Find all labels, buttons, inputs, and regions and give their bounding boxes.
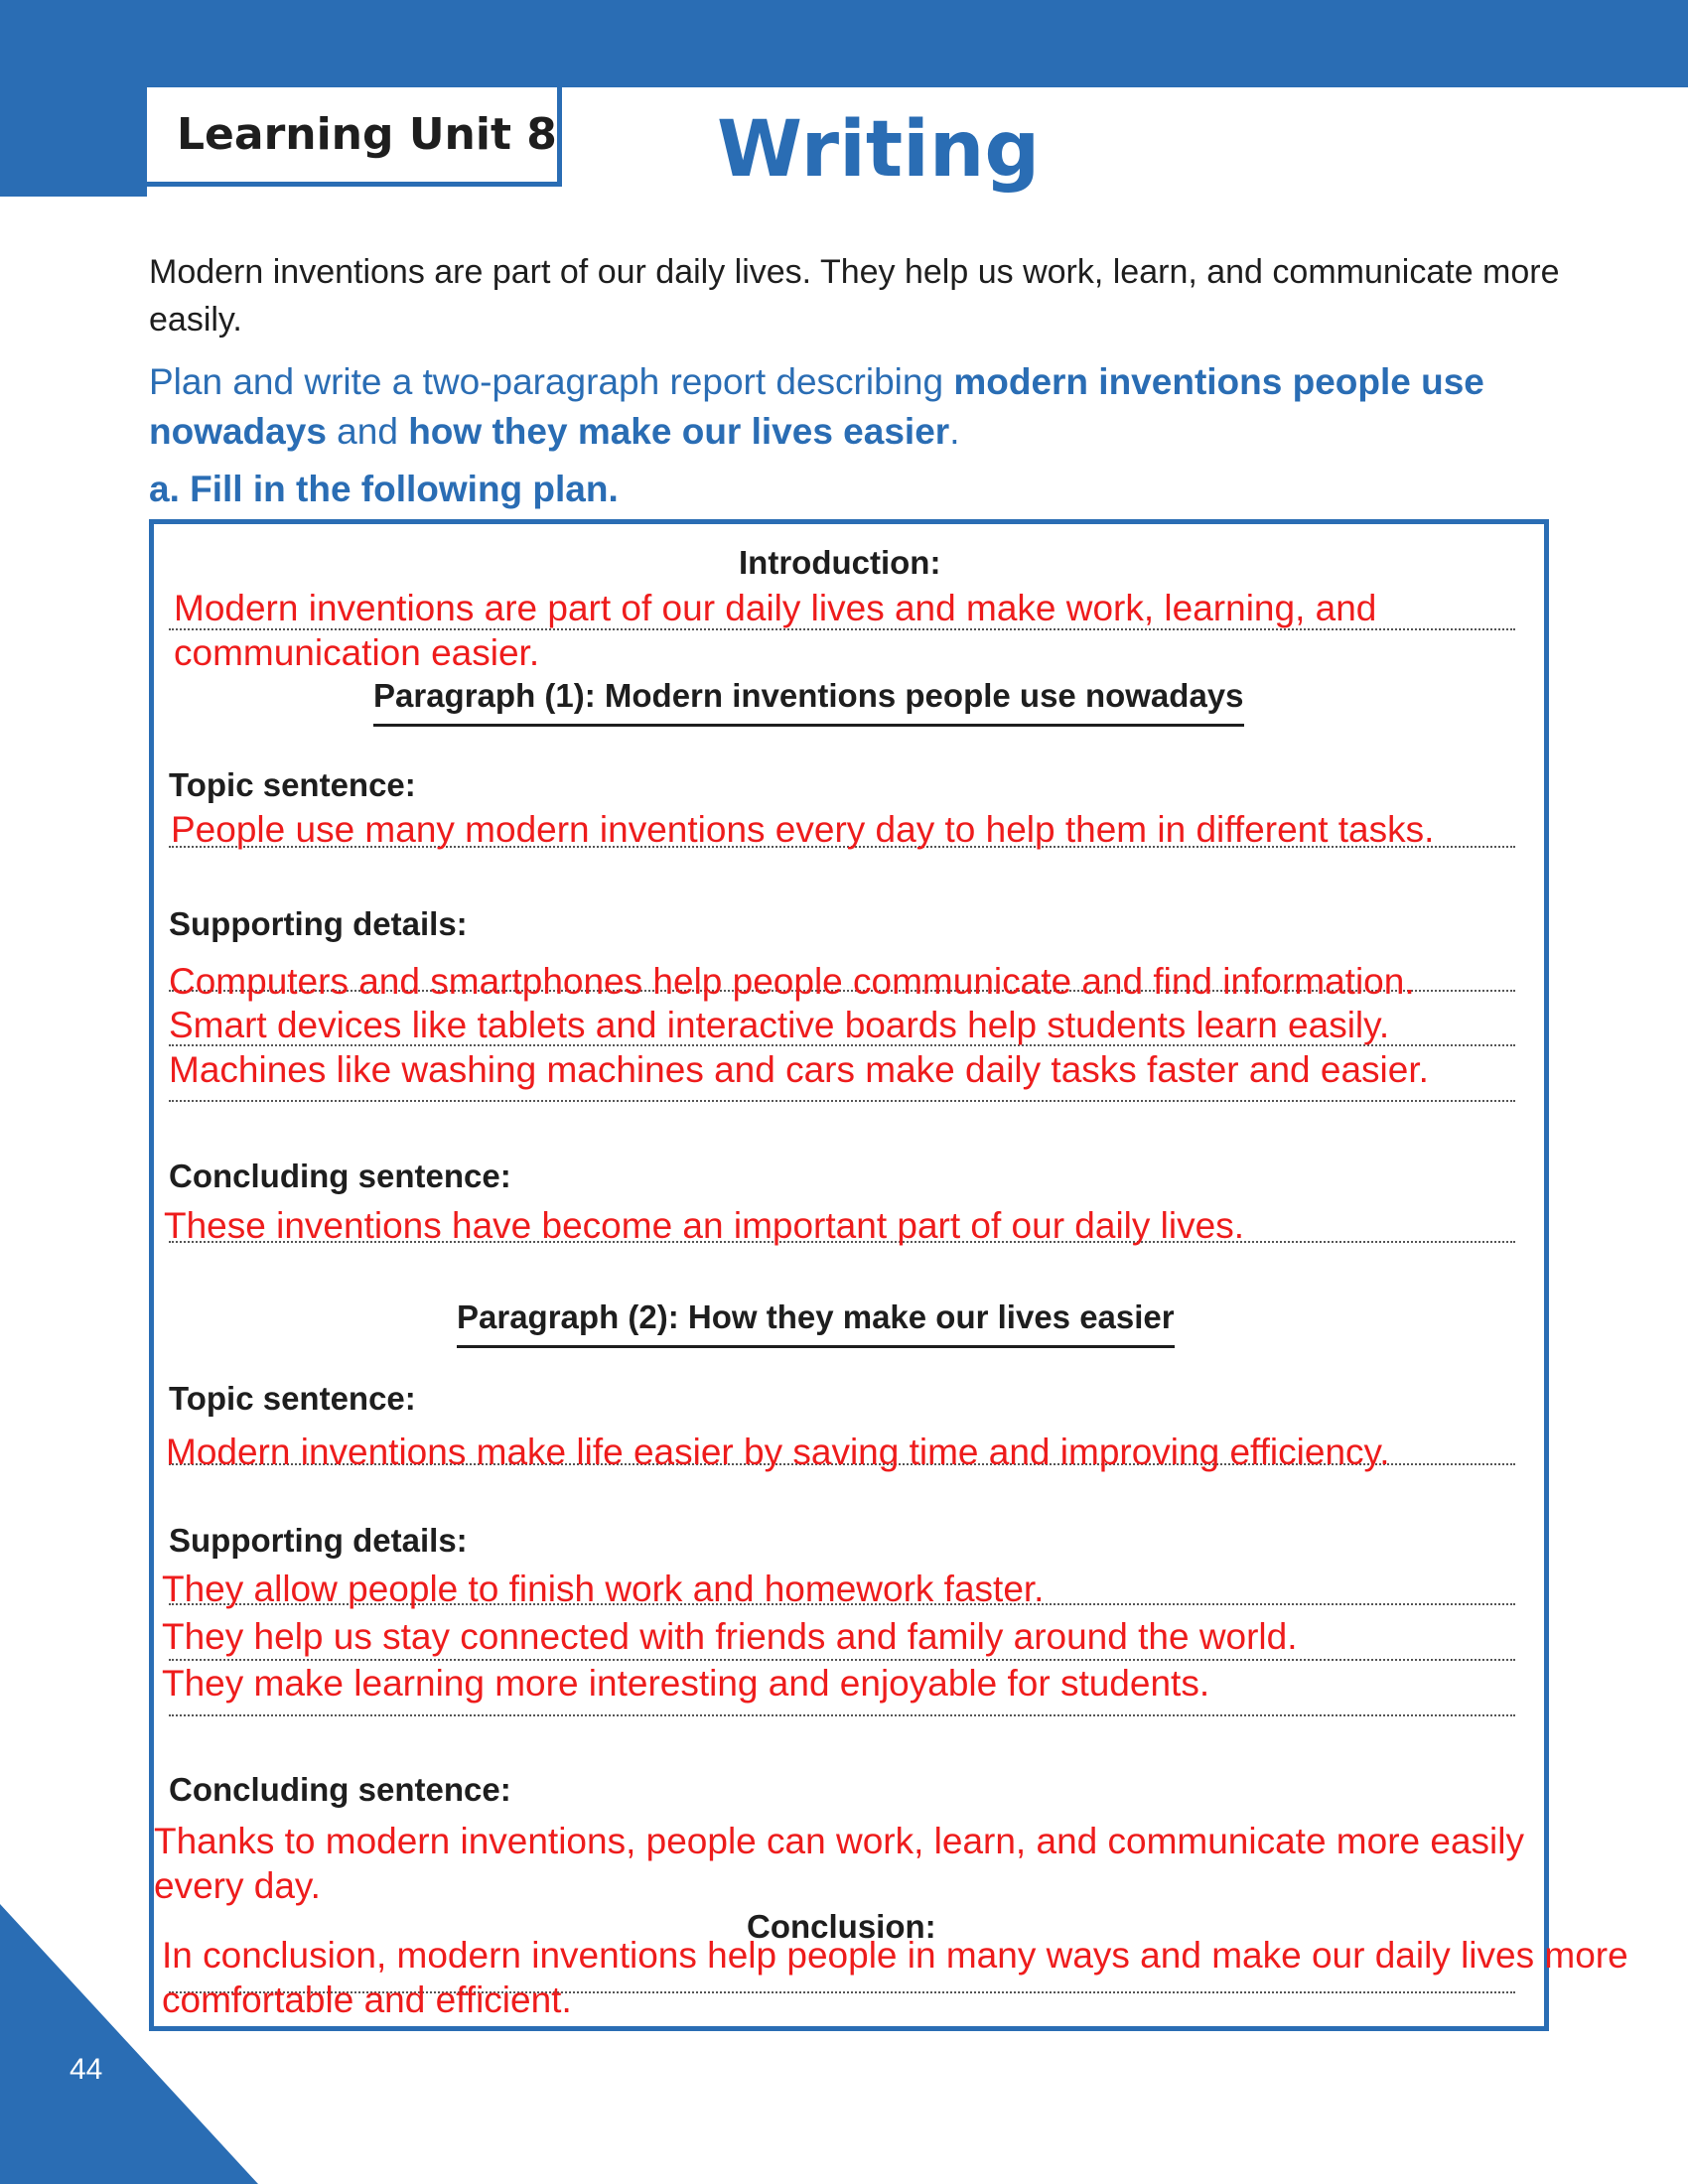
p2-concluding-label: Concluding sentence:	[169, 1771, 511, 1808]
p1-detail-2[interactable]: Smart devices like tablets and interactive boards help students learn easily.	[169, 1005, 1390, 1045]
paragraph2-title: Paragraph (2): How they make our lives easier	[457, 1298, 1175, 1348]
unit-label: Learning Unit 8	[147, 87, 562, 187]
task-bold-2: how they make our lives easier	[408, 411, 950, 452]
p1-concluding-label: Concluding sentence:	[169, 1158, 511, 1194]
p2-detail-2[interactable]: They help us stay connected with friends and family around the world.	[162, 1616, 1298, 1657]
header-band	[0, 0, 1688, 87]
task-instructions	[149, 357, 1569, 457]
p2-topic-answer[interactable]: Modern inventions make life easier by saving time and improving efficiency.	[166, 1432, 1390, 1472]
introduction-label: Introduction:	[739, 544, 941, 581]
conclusion-label: Conclusion:	[747, 1908, 936, 1945]
task-text-3: .	[949, 411, 960, 452]
p2-details-label: Supporting details:	[169, 1522, 468, 1559]
plan-heading: a. Fill in the following plan.	[149, 469, 619, 509]
conclusion-answer[interactable]: In conclusion, modern inventions help people in many ways and make our daily lives more comfortable and efficient.	[162, 1935, 1628, 2020]
dotted-line	[169, 1714, 1515, 1716]
p2-concluding-answer[interactable]: Thanks to modern inventions, people can work, learn, and communicate more easily every day.	[154, 1821, 1524, 1906]
task-text-1: Plan and write a two-paragraph report describing	[149, 361, 954, 402]
dotted-line	[169, 1100, 1515, 1102]
p1-detail-1[interactable]: Computers and smartphones help people communicate and find information.	[169, 961, 1415, 1002]
intro-paragraph: Modern inventions are part of our daily lives. They help us work, learn, and communicate more easily.	[149, 253, 1560, 339]
introduction-answer[interactable]: Modern inventions are part of our daily lives and make work, learning, and communication easier.	[174, 588, 1377, 673]
p1-topic-label: Topic sentence:	[169, 766, 416, 803]
p2-detail-3[interactable]: They make learning more interesting and enjoyable for students.	[162, 1663, 1210, 1704]
task-text-2: and	[326, 411, 409, 452]
p2-detail-1[interactable]: They allow people to finish work and homework faster.	[162, 1569, 1045, 1609]
page-number: 44	[70, 2053, 103, 2086]
p2-topic-label: Topic sentence:	[169, 1380, 416, 1417]
p1-detail-3[interactable]: Machines like washing machines and cars make daily tasks faster and easier.	[169, 1049, 1429, 1090]
header-side-band	[0, 87, 147, 197]
paragraph1-title: Paragraph (1): Modern inventions people use nowadays	[373, 677, 1244, 727]
corner-triangle	[0, 1904, 258, 2184]
p1-topic-answer[interactable]: People use many modern inventions every day to help them in different tasks.	[171, 809, 1435, 850]
task-bold-1: modern inventions people use nowadays	[149, 361, 1484, 452]
p1-concluding-answer[interactable]: These inventions have become an important part of our daily lives.	[164, 1205, 1244, 1246]
p1-details-label: Supporting details:	[169, 905, 468, 942]
page-title: Writing	[717, 105, 1041, 195]
